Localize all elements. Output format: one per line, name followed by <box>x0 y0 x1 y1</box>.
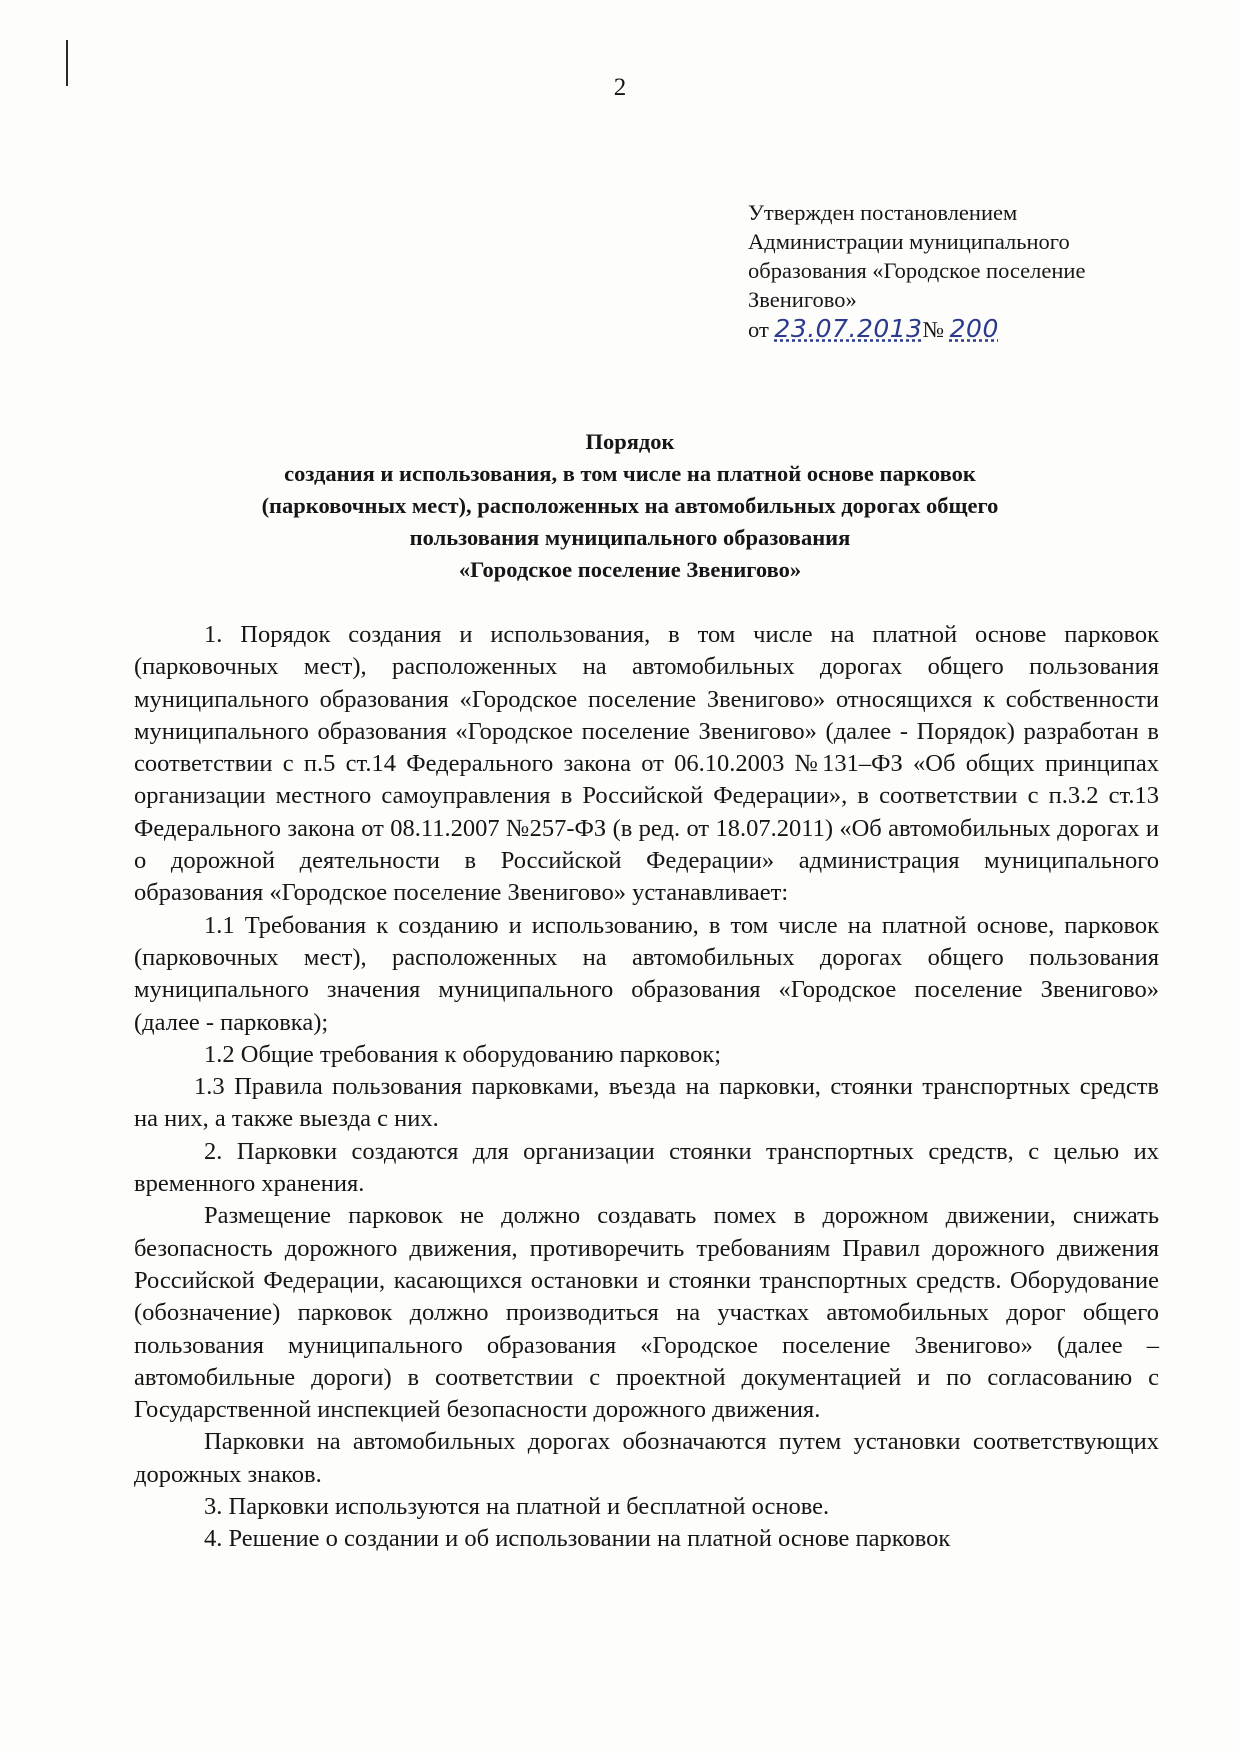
paragraph-3: 3. Парковки используются на платной и бесплатной основе. <box>204 1493 830 1521</box>
title-line: создания и использования, в том числе на платной основе парковок <box>284 461 976 486</box>
document-title <box>140 426 1120 586</box>
number-label: № <box>922 317 945 342</box>
title-line: Порядок <box>585 429 675 454</box>
page-number: 2 <box>613 74 627 101</box>
paragraph-2-placement: Размещение парковок не должно создавать помех в дорожном движении, снижать безопасность дорожного движения, противоречить требованиям Правил дорожного движения Российской Федерации, касающихся остановки и стоянки транспортных средств. Оборудование (обозначение) парковок должно производиться на участках автомобильных дорог общего пользования муниципального образования «Городское поселение Звенигово» (далее – автомобильные дороги) в соответствии с проектной документацией и по согласованию с Государственной инспекцией безопасности дорожного движения. <box>134 1202 1159 1424</box>
paragraph-1-1: 1.1 Требования к созданию и использованию, в том числе на платной основе, парковок (парковочных мест), расположенных на автомобильных дорогах общего пользования муниципального значения муниципального образования «Городское поселение Звенигово» (далее - парковка); <box>134 911 1159 1036</box>
title-line: пользования муниципального образования <box>409 525 851 550</box>
approval-block <box>748 198 1168 344</box>
approval-line: Администрации муниципального <box>748 229 1070 254</box>
approval-line: образования «Городское поселение <box>748 258 1086 283</box>
from-label: от <box>748 317 769 342</box>
paragraph-2: 2. Парковки создаются для организации стоянки транспортных средств, с целью их временного хранения. <box>134 1137 1159 1198</box>
paragraph-1: 1. Порядок создания и использования, в том числе на платной основе парковок (парковочных мест), расположенных на автомобильных дорогах общего пользования муниципального образования «Городское поселение Звенигово» относящихся к собственности муниципального образования «Городское поселение Звенигово» (далее - Порядок) разработан в соответствии с п.5 ст.14 Федерального закона от 06.10.2003 №131–ФЗ «Об общих принципах организации местного самоуправления в Российской Федерации», в соответствии с п.3.2 ст.13 Федерального закона от 08.11.2007 №257-ФЗ (в ред. от 18.07.2011) «Об автомобильных дорогах и о дорожной деятельности в Российской Федерации» администрация муниципального образования «Городское поселение Звенигово» устанавливает: <box>134 621 1159 907</box>
handwritten-number: 200 <box>949 314 999 343</box>
title-line: (парковочных мест), расположенных на автомобильных дорогах общего <box>261 493 999 518</box>
paragraph-4: 4. Решение о создании и об использовании на платной основе парковок <box>204 1525 951 1553</box>
approval-line: Звенигово» <box>748 287 857 312</box>
paragraph-1-2: 1.2 Общие требования к оборудованию парковок; <box>204 1040 722 1068</box>
paragraph-1-3: 1.3 Правила пользования парковками, въезда на парковки, стоянки транспортных средств на них, а также выезда с них. <box>134 1073 1159 1133</box>
document-body <box>134 619 1159 1556</box>
title-line: «Городское поселение Звенигово» <box>458 557 802 582</box>
approval-line: Утвержден постановлением <box>748 200 1018 225</box>
paragraph-2-signs: Парковки на автомобильных дорогах обозначаются путем установки соответствующих дорожных знаков. <box>134 1428 1159 1488</box>
handwritten-date: 23.07.2013 <box>774 314 923 343</box>
approval-date-line <box>748 314 1168 344</box>
